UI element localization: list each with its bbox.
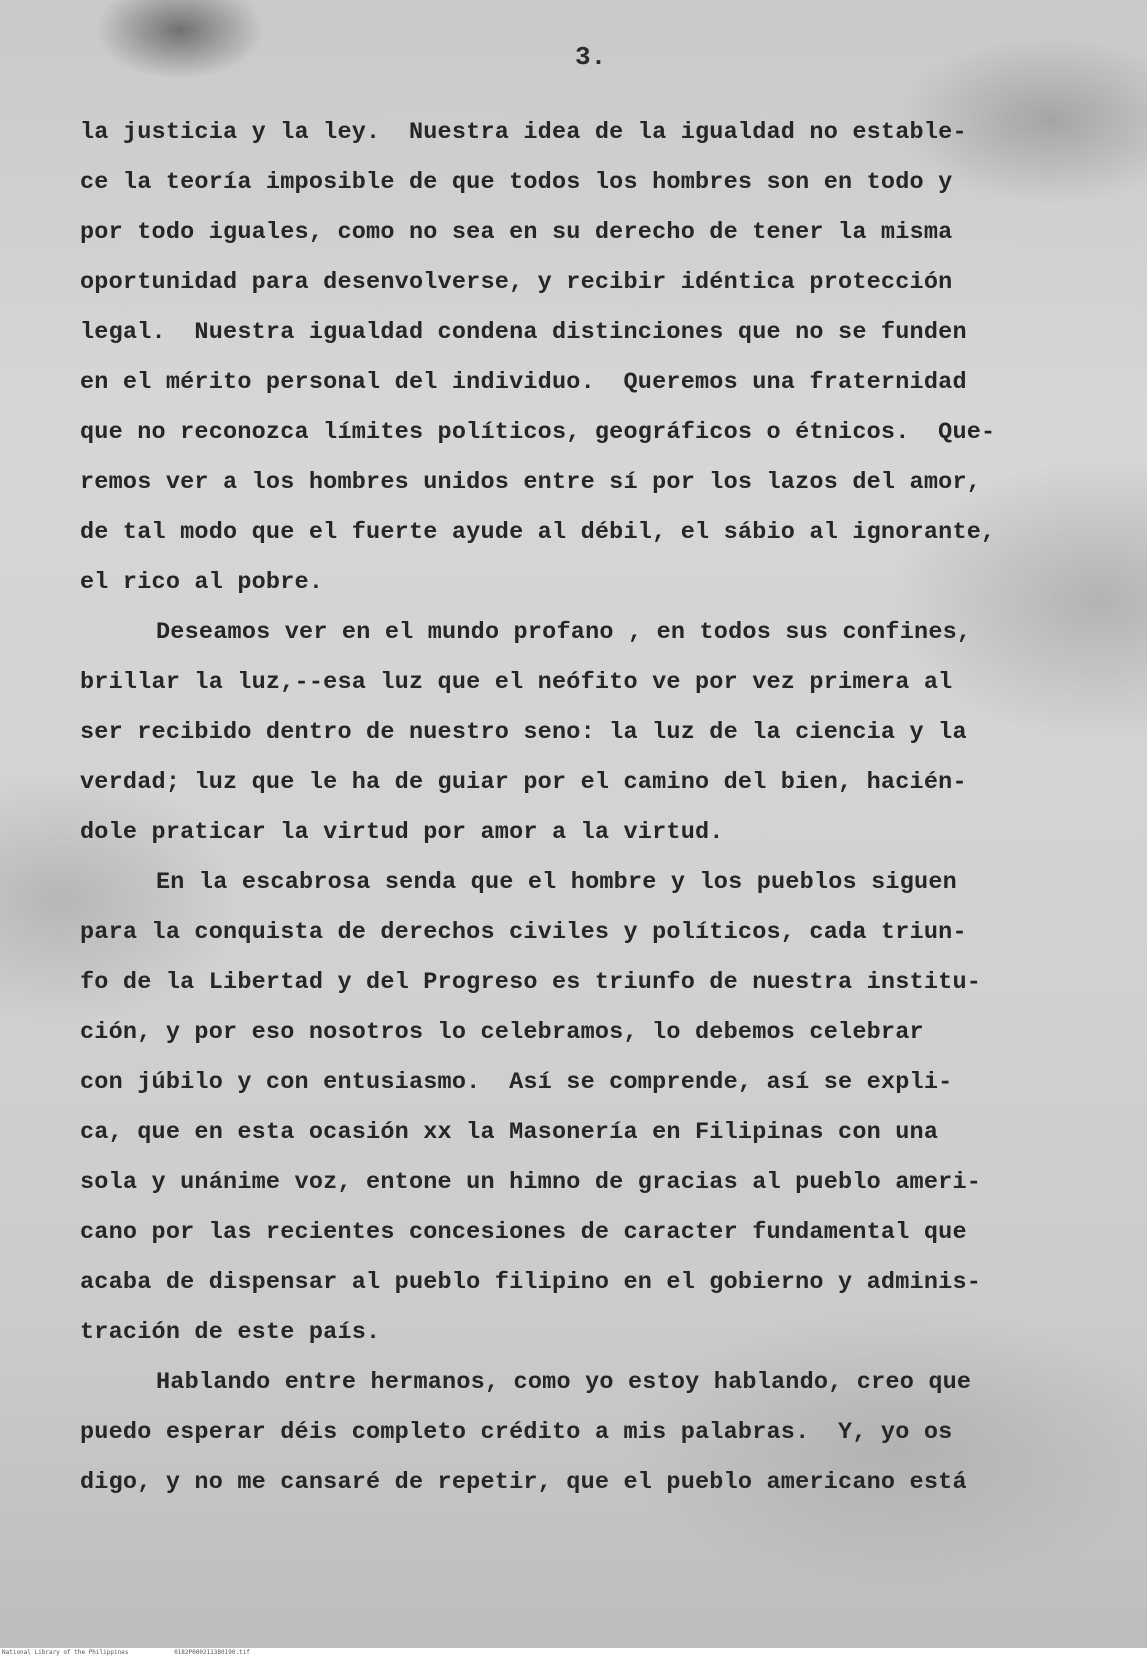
typed-text-body: [80, 108, 1110, 1508]
text-line: con júbilo y con entusiasmo. Así se comprende, así se expli-: [80, 1069, 953, 1096]
text-line: fo de la Libertad y del Progreso es triunfo de nuestra institu-: [80, 969, 982, 996]
paragraph-start-line: Deseamos ver en el mundo profano , en todos sus confines,: [156, 619, 972, 646]
text-line: de tal modo que el fuerte ayude al débil, el sábio al ignorante,: [80, 519, 996, 546]
text-line: cano por las recientes concesiones de caracter fundamental que: [80, 1219, 967, 1246]
text-line: verdad; luz que le ha de guiar por el camino del bien, hacién-: [80, 769, 967, 796]
page-number: 3.: [575, 42, 607, 72]
footer-file: 0182P000211380190.tif: [174, 1649, 250, 1656]
text-line: acaba de dispensar al pueblo filipino en el gobierno y adminis-: [80, 1269, 982, 1296]
text-line: remos ver a los hombres unidos entre sí por los lazos del amor,: [80, 469, 982, 496]
text-line: por todo iguales, como no sea en su derecho de tener la misma: [80, 219, 953, 246]
text-line: oportunidad para desenvolverse, y recibir idéntica protección: [80, 269, 953, 296]
text-line: ser recibido dentro de nuestro seno: la luz de la ciencia y la: [80, 719, 967, 746]
text-line: ción, y por eso nosotros lo celebramos, lo debemos celebrar: [80, 1019, 924, 1046]
text-line: digo, y no me cansaré de repetir, que el pueblo americano está: [80, 1469, 967, 1496]
text-line: para la conquista de derechos civiles y políticos, cada triun-: [80, 919, 967, 946]
text-line: puedo esperar déis completo crédito a mis palabras. Y, yo os: [80, 1419, 953, 1446]
text-line: brillar la luz,--esa luz que el neófito ve por vez primera al: [80, 669, 953, 696]
text-line: dole praticar la virtud por amor a la virtud.: [80, 819, 724, 846]
footer-source: National Library of the Philippines: [2, 1649, 129, 1656]
scan-footer: [0, 1648, 1147, 1658]
text-line: en el mérito personal del individuo. Queremos una fraternidad: [80, 369, 967, 396]
paragraph-start-line: Hablando entre hermanos, como yo estoy hablando, creo que: [156, 1369, 972, 1396]
text-line: sola y unánime voz, entone un himno de gracias al pueblo ameri-: [80, 1169, 982, 1196]
text-line: el rico al pobre.: [80, 569, 324, 596]
text-line: ce la teoría imposible de que todos los hombres son en todo y: [80, 169, 953, 196]
text-line: que no reconozca límites políticos, geográficos o étnicos. Que-: [80, 419, 996, 446]
text-line: la justicia y la ley. Nuestra idea de la igualdad no estable-: [80, 119, 967, 146]
text-line: ca, que en esta ocasión xx la Masonería en Filipinas con una: [80, 1119, 939, 1146]
paragraph-start-line: En la escabrosa senda que el hombre y los pueblos siguen: [156, 869, 957, 896]
text-line: legal. Nuestra igualdad condena distinciones que no se funden: [80, 319, 967, 346]
text-line: tración de este país.: [80, 1319, 381, 1346]
